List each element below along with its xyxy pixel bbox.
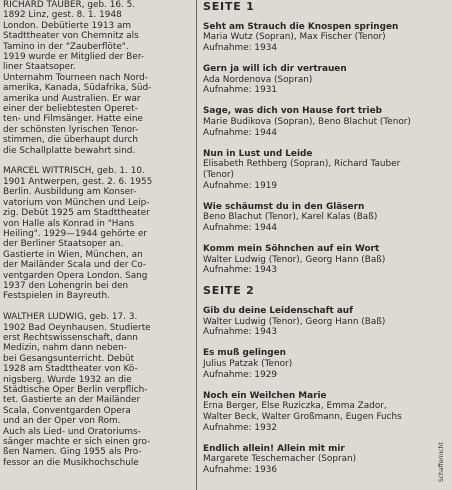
track-title: Wie schäumst du in den Gläsern <box>203 201 365 212</box>
bio-line: 1902 Bad Oeynhausen. Studierte <box>3 322 151 333</box>
track-artists: Margarete Teschemacher (Sopran) <box>203 454 357 465</box>
bio-line: erst Rechtswissenschaft, dann <box>3 332 138 343</box>
bio-line: London. Debütierte 1913 am <box>3 20 132 31</box>
bio-line: Städtische Oper Berlin verpflich- <box>3 385 148 395</box>
bio-line: Scala, Conventgarden Opera <box>3 405 131 416</box>
track-artists: Walter Ludwig (Tenor), Georg Hann (Baß) <box>203 254 386 265</box>
track-item <box>203 348 433 380</box>
column-divider <box>196 0 197 490</box>
bio-line: Tamino in der "Zauberflöte". <box>3 41 129 52</box>
bio-line: 1928 am Stadttheater von Kö- <box>3 364 138 375</box>
bio-line: amerika und Australien. Er war <box>3 93 141 104</box>
track-item <box>203 149 433 191</box>
track-recording: Aufnahme: 1943 <box>203 327 278 338</box>
track-title: Sage, was dich von Hause fort trieb <box>203 106 382 117</box>
track-artists: Elisabeth Rethberg (Sopran), Richard Tauber (Tenor) <box>203 159 401 180</box>
track-recording: Aufnahme: 1934 <box>203 42 278 53</box>
bio-line: zig. Debüt 1925 am Stadttheater <box>3 208 150 219</box>
track-item <box>203 64 433 96</box>
track-artists: Maria Wutz (Sopran), Max Fischer (Tenor) <box>203 32 386 43</box>
bio-line: 1892 Linz, gest. 8. 1. 1948 <box>3 10 122 21</box>
track-recording: Aufnahme: 1931 <box>203 85 278 96</box>
bio-line: ten- und Filmsänger. Hatte eine <box>3 114 143 125</box>
track-recording: Aufnahme: 1944 <box>203 222 278 233</box>
track-artists: Ada Nordenova (Sopran) <box>203 74 313 85</box>
bio-line: RICHARD TAUBER, geb. 16. 5. <box>3 0 136 10</box>
bio-line: 1901 Antwerpen, gest. 2. 6. 1955 <box>3 176 153 187</box>
bio-line: Unternahm Tourneen nach Nord- <box>3 72 148 83</box>
bio-line: nigsberg. Wurde 1932 an die <box>3 374 132 385</box>
track-title: Endlich allein! Allein mit mir <box>203 443 345 454</box>
track-title: Noch ein Weilchen Marie <box>203 390 327 401</box>
track-artists: Marie Budikova (Sopran), Beno Blachut (Tenor) <box>203 116 411 127</box>
track-recording: Aufnahme: 1929 <box>203 369 278 380</box>
bio-line: die Schallplatte bewahrt sind. <box>3 145 136 156</box>
bio-line: der Mailänder Scala und der Co- <box>3 260 147 271</box>
bio-line: Gastierte in Wien, München, an <box>3 249 143 260</box>
track-title: Gib du deine Leidenschaft auf <box>203 306 353 317</box>
track-title: Gern ja will ich dir vertrauen <box>203 63 347 74</box>
biography-ludwig <box>3 312 191 468</box>
track-item <box>203 22 433 54</box>
track-item <box>203 202 433 234</box>
track-artists-continued: Walter Beck, Walter Großmann, Eugen Fuchs <box>203 411 402 422</box>
bio-line: Festspielen in Bayreuth. <box>3 291 110 302</box>
bio-line: stimmen, die überhaupt durch <box>3 135 139 146</box>
bio-line: bei Gesangsunterricht. Debüt <box>3 353 135 364</box>
bio-line: der Berliner Staatsoper an. <box>3 239 124 250</box>
bio-line: sänger machte er sich einen gro- <box>3 437 151 448</box>
bio-line: Medizin, nahm dann neben- <box>3 343 127 354</box>
bio-line: Heiling". 1929—1944 gehörte er <box>3 228 148 239</box>
bio-line: 1937 den Lohengrin bei den <box>3 280 129 291</box>
track-title: Komm mein Söhnchen auf ein Wort <box>203 244 380 255</box>
biography-wittrisch <box>3 166 191 301</box>
bio-line: und an der Oper von Rom. <box>3 416 121 427</box>
track-item <box>203 306 433 338</box>
photo-credit: Schaffernicht <box>438 442 445 482</box>
bio-line: Berlin. Ausbildung am Konser- <box>3 187 137 198</box>
track-recording: Aufnahme: 1919 <box>203 180 278 191</box>
bio-line: tet. Gastierte an der Mailänder <box>3 395 141 406</box>
bio-line: 1919 wurde er Mitglied der Ber- <box>3 52 145 63</box>
side-2-heading: SEITE 2 <box>203 284 255 298</box>
track-item <box>203 391 433 433</box>
tracklist-column <box>203 2 433 486</box>
biographies-column <box>3 0 191 479</box>
track-artists: Walter Ludwig (Tenor), Georg Hann (Baß) <box>203 316 386 327</box>
bio-line: der schönsten lyrischen Tenor- <box>3 124 139 135</box>
side-1-heading: SEITE 1 <box>203 0 255 13</box>
bio-line: einer der beliebtesten Operet- <box>3 104 138 115</box>
track-artists: Erna Berger, Else Ruziczka, Emma Zador, <box>203 401 387 412</box>
track-recording: Aufnahme: 1936 <box>203 464 278 475</box>
bio-line: von Halle als Konrad in "Hans <box>3 218 135 229</box>
track-recording: Aufnahme: 1943 <box>203 265 278 276</box>
track-artists: Julius Patzak (Tenor) <box>203 359 293 369</box>
bio-line: ventgarden Opera London. Sang <box>3 270 148 281</box>
bio-line: Auch als Lied- und Oratoriums- <box>3 426 141 437</box>
track-item <box>203 106 433 138</box>
bio-line: WALTHER LUDWIG, geb. 17. 3. <box>3 312 138 323</box>
bio-line: ßen Namen. Ging 1955 als Pro- <box>3 447 142 458</box>
track-title: Nun in Lust und Leide <box>203 148 313 159</box>
track-item <box>203 444 433 476</box>
track-recording: Aufnahme: 1932 <box>203 422 278 433</box>
track-recording: Aufnahme: 1944 <box>203 127 278 138</box>
track-item <box>203 244 433 276</box>
bio-line: amerika, Kanada, Südafrika, Süd- <box>3 83 152 94</box>
track-artists: Beno Blachut (Tenor), Karel Kalas (Baß) <box>203 212 378 223</box>
bio-line: liner Staatsoper. <box>3 62 76 73</box>
bio-line: MARCEL WITTRISCH, geb. 1. 10. <box>3 166 145 177</box>
bio-line: fessor an die Musikhochschule <box>3 457 139 468</box>
biography-tauber <box>3 0 191 156</box>
track-title: Es muß gelingen <box>203 348 286 359</box>
bio-line: Stadttheater von Chemnitz als <box>3 31 139 42</box>
bio-line: vatorium von München und Leip- <box>3 197 150 208</box>
track-title: Seht am Strauch die Knospen springen <box>203 21 399 32</box>
